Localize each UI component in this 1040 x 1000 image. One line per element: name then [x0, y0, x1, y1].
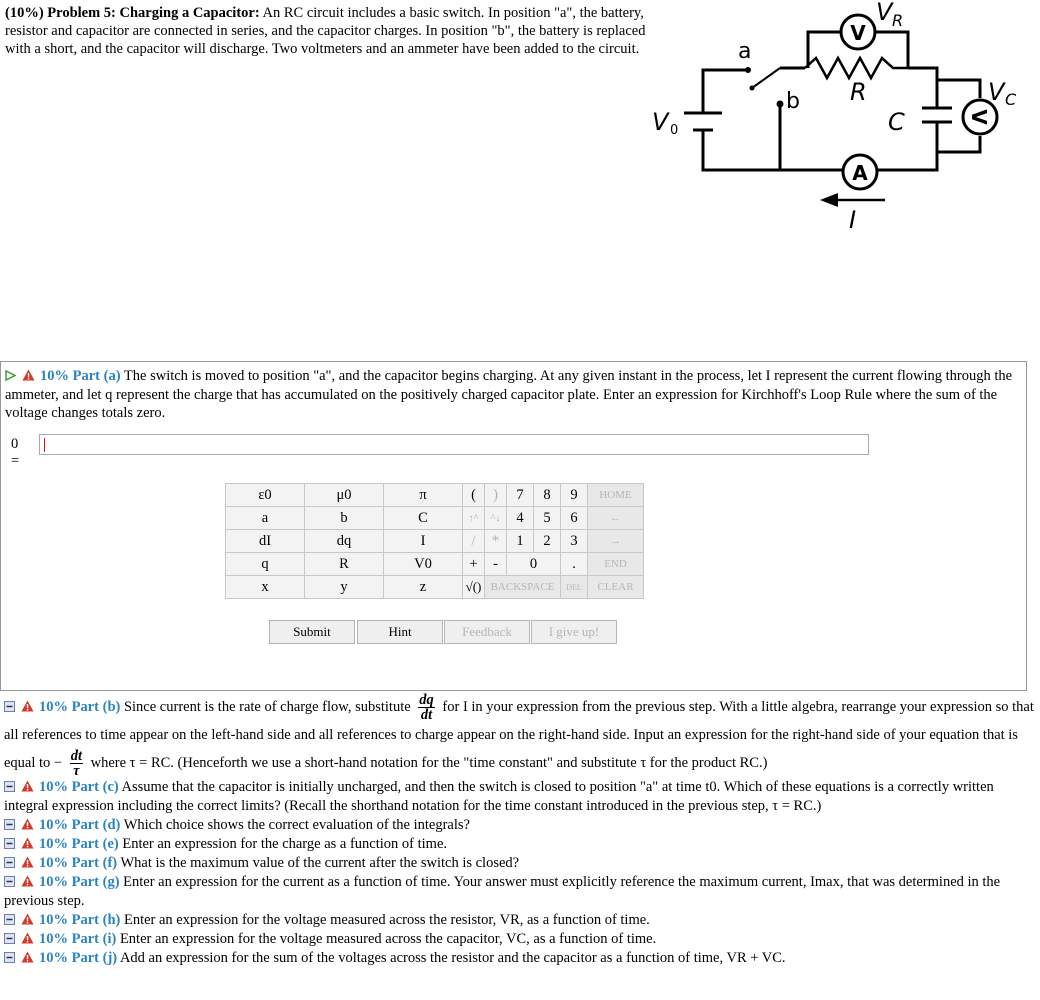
warning-icon [21, 818, 34, 830]
key-4[interactable]: 4 [507, 507, 534, 530]
part-h[interactable] [4, 911, 1034, 930]
part-j-label: 10% Part (j) [39, 950, 118, 966]
key-decimal[interactable]: . [561, 553, 588, 576]
key-b[interactable]: b [305, 507, 384, 530]
equation-label: 0 = [11, 436, 20, 469]
key-v0[interactable]: V0 [384, 553, 463, 576]
vr-label: V [876, 0, 893, 26]
warning-icon [21, 913, 34, 925]
part-a-panel [0, 361, 1027, 691]
give-up-button[interactable]: I give up! [531, 620, 617, 644]
current-label: I [849, 206, 857, 234]
warning-icon [21, 837, 34, 849]
battery-label: V [652, 108, 669, 136]
part-j-text: Add an expression for the sum of the voltages across the resistor and the capacitor as a function of time, VR + VC. [119, 950, 786, 966]
vc-label-sub: C [1005, 90, 1017, 109]
key-1[interactable]: 1 [507, 530, 534, 553]
key-di[interactable]: dI [226, 530, 305, 553]
part-g[interactable] [4, 873, 1034, 911]
feedback-button[interactable]: Feedback [444, 620, 530, 644]
collapse-arrow-icon[interactable] [5, 370, 16, 381]
key-i[interactable]: I [384, 530, 463, 553]
resistor-label: R [850, 78, 867, 106]
rc-circuit-diagram [640, 0, 1040, 240]
key-left-arrow[interactable]: ← [588, 507, 644, 530]
part-i[interactable] [4, 930, 1034, 949]
part-a-text [5, 367, 1023, 423]
expand-icon[interactable] [4, 819, 15, 830]
part-d-text: Which choice shows the correct evaluation of the integrals? [123, 817, 470, 833]
part-a-question: The switch is moved to position "a", and the capacitor begins charging. At any given instant in the process, let I represent the current flowing through the ammeter, and let q represent the charge that has accumulated on the positively charged capacitor plate. Enter an expression for Kirchhoff's Loop Rule where the sum of the voltage changes totals zero. [5, 368, 1013, 421]
hint-button[interactable]: Hint [357, 620, 443, 644]
capacitor-label: C [888, 108, 905, 136]
warning-icon [21, 700, 34, 712]
key-exp-up[interactable]: ↑^ [463, 507, 485, 530]
key-r[interactable]: R [305, 553, 384, 576]
key-home[interactable]: HOME [588, 484, 644, 507]
expand-icon[interactable] [4, 876, 15, 887]
key-right-arrow[interactable]: → [588, 530, 644, 553]
part-i-label: 10% Part (i) [39, 931, 117, 947]
key-end[interactable]: END [588, 553, 644, 576]
warning-icon [21, 951, 34, 963]
symbol-keypad [225, 483, 644, 599]
ammeter-symbol: A [852, 161, 868, 185]
part-e[interactable] [4, 835, 1034, 854]
part-i-text: Enter an expression for the voltage measured across the capacitor, VC, as a function of time. [119, 931, 657, 947]
key-backspace[interactable]: BACKSPACE [485, 576, 561, 599]
part-a-label: 10% Part (a) [40, 368, 121, 384]
part-h-text: Enter an expression for the voltage measured across the resistor, VR, as a function of time. [123, 912, 650, 928]
part-g-text: Enter an expression for the current as a function of time. Your answer must explicitly reference the maximum current, Imax, that was determined in the previous step. [4, 874, 1001, 909]
part-c[interactable] [4, 778, 1034, 816]
key-0[interactable]: 0 [507, 553, 561, 576]
key-dq[interactable]: dq [305, 530, 384, 553]
frac2-num: dt [70, 748, 83, 764]
expand-icon[interactable] [4, 952, 15, 963]
key-exp-down[interactable]: ^↓ [485, 507, 507, 530]
key-plus[interactable]: + [463, 553, 485, 576]
switch-label-b: b [786, 89, 800, 114]
key-9[interactable]: 9 [561, 484, 588, 507]
key-mu0[interactable]: μ0 [305, 484, 384, 507]
expand-icon[interactable] [4, 857, 15, 868]
part-h-label: 10% Part (h) [39, 912, 121, 928]
part-b-text-2: for I in your expression from the previous step. With a little algebra, rearrange your expression so that all references to time appear on the left-hand side and all references to charge appear on the right-hand side. Input an expression for the right-hand side of your equation that is equal to − [4, 698, 1034, 771]
key-c[interactable]: C [384, 507, 463, 530]
warning-icon [21, 856, 34, 868]
key-minus[interactable]: - [485, 553, 507, 576]
expand-icon[interactable] [4, 838, 15, 849]
expand-icon[interactable] [4, 781, 15, 792]
battery-label-sub: 0 [670, 123, 679, 138]
part-d[interactable] [4, 816, 1034, 835]
expand-icon[interactable] [4, 914, 15, 925]
voltmeter-r-symbol: V [850, 21, 866, 45]
part-d-label: 10% Part (d) [39, 817, 121, 833]
dq-dt-fraction [418, 693, 435, 722]
part-c-label: 10% Part (c) [39, 779, 119, 795]
warning-icon [22, 369, 35, 381]
key-2[interactable]: 2 [534, 530, 561, 553]
key-epsilon0[interactable]: ε0 [226, 484, 305, 507]
text-caret [44, 438, 45, 452]
switch-label-a: a [738, 39, 752, 64]
key-del[interactable]: DEL [561, 576, 588, 599]
vc-label: V [988, 78, 1005, 106]
dt-tau-fraction [70, 749, 83, 778]
part-b-text-3: where τ = RC. (Henceforth we use a short-hand notation for the "time constant" and substitute τ for the product RC.) [90, 754, 768, 771]
frac2-den: τ [73, 763, 80, 779]
key-close-paren[interactable]: ) [485, 484, 507, 507]
part-b[interactable] [4, 693, 1034, 778]
voltmeter-c-symbol: V [967, 109, 991, 125]
part-g-label: 10% Part (g) [39, 874, 120, 890]
key-7[interactable]: 7 [507, 484, 534, 507]
submit-button[interactable]: Submit [269, 620, 355, 644]
key-multiply[interactable]: * [485, 530, 507, 553]
part-c-text: Assume that the capacitor is initially uncharged, and then the switch is closed to position "a" at time t0. Which of these equations is a correctly written integral expression including the correct limits? (Recall the shorthand notation for the time constant introduced in the previous step, τ = RC.) [4, 779, 994, 814]
vr-label-sub: R [892, 11, 904, 30]
part-f[interactable] [4, 854, 1034, 873]
frac-den: dt [420, 707, 433, 723]
problem-title: Charging a Capacitor: [119, 5, 260, 21]
warning-icon [21, 932, 34, 944]
key-q[interactable]: q [226, 553, 305, 576]
key-5[interactable]: 5 [534, 507, 561, 530]
key-pi[interactable]: π [384, 484, 463, 507]
part-b-label: 10% Part (b) [39, 698, 121, 715]
key-divide[interactable]: / [463, 530, 485, 553]
key-sqrt[interactable]: √() [463, 576, 485, 599]
part-e-text: Enter an expression for the charge as a function of time. [122, 836, 448, 852]
part-b-text-1: Since current is the rate of charge flow, substitute [123, 698, 411, 715]
key-6[interactable]: 6 [561, 507, 588, 530]
part-f-text: What is the maximum value of the current after the switch is closed? [120, 855, 520, 871]
warning-icon [21, 875, 34, 887]
key-y[interactable]: y [305, 576, 384, 599]
expand-icon[interactable] [4, 701, 15, 712]
answer-input[interactable] [39, 434, 869, 455]
problem-heading: (10%) Problem 5: [5, 5, 116, 21]
problem-statement [5, 4, 650, 58]
key-x[interactable]: x [226, 576, 305, 599]
problem-body: An RC circuit includes a basic switch. In position "a", the battery, resistor and capacitor are connected in series, and the capacitor charges. In position "b", the battery is replaced with a short, and the capacitor will discharge. Two voltmeters and an ammeter have been added to the circuit. [5, 5, 646, 57]
warning-icon [21, 780, 34, 792]
part-j[interactable] [4, 949, 1034, 968]
key-8[interactable]: 8 [534, 484, 561, 507]
parts-list [4, 693, 1034, 968]
frac-num: dq [419, 692, 434, 708]
key-open-paren[interactable]: ( [463, 484, 485, 507]
key-3[interactable]: 3 [561, 530, 588, 553]
expand-icon[interactable] [4, 933, 15, 944]
part-f-label: 10% Part (f) [39, 855, 118, 871]
key-clear[interactable]: CLEAR [588, 576, 644, 599]
key-a[interactable]: a [226, 507, 305, 530]
key-z[interactable]: z [384, 576, 463, 599]
part-e-label: 10% Part (e) [39, 836, 119, 852]
